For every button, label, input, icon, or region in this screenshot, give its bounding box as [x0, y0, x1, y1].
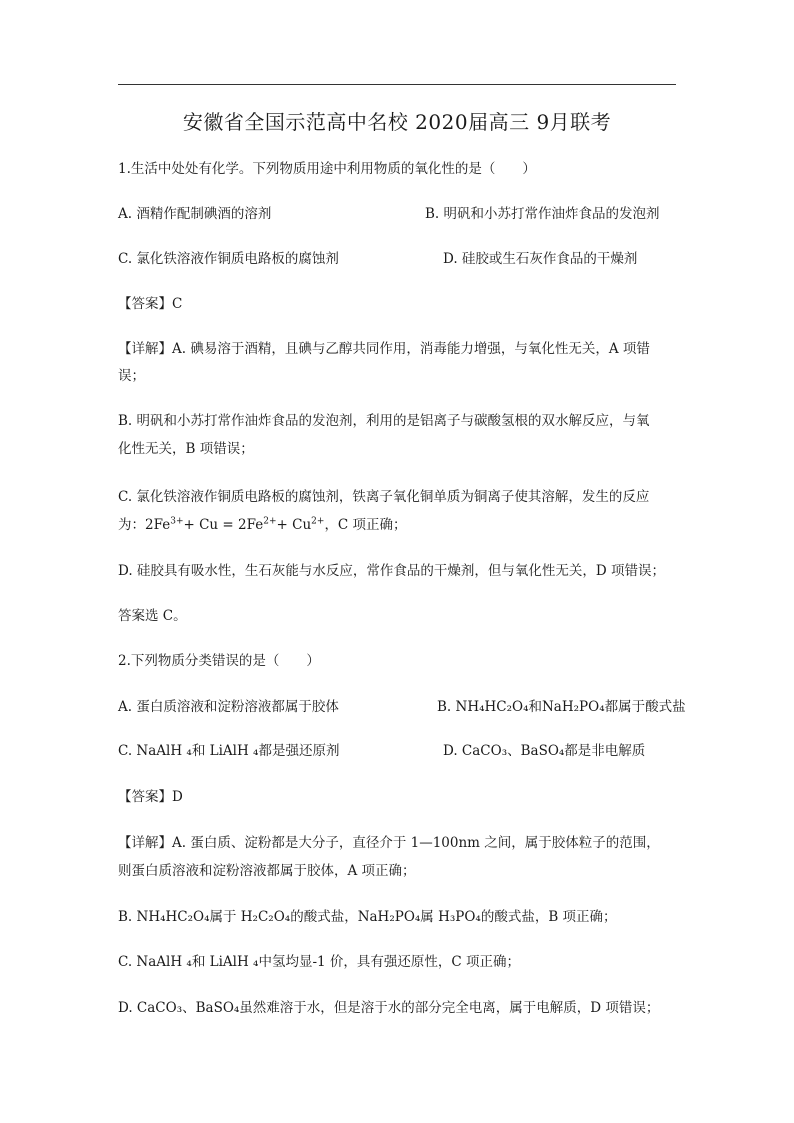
q1-detail-d: D. 硅胶具有吸水性，生石灰能与水反应，常作食品的干燥剂，但与氧化性无关，D 项错误；: [118, 563, 666, 579]
q1-option-a: A. 酒精作配制碘酒的溶剂: [118, 206, 272, 222]
q2-detail-b: B. NH₄HC₂O₄属于 H₂C₂O₄的酸式盐，NaH₂PO₄属 H₃PO₄的酸式盐，B 项正确；: [118, 909, 617, 925]
eq-charge-1: 3+: [170, 516, 184, 527]
q1-detail-c-equation: [118, 516, 407, 534]
q1-detail-a-line2: 误；: [118, 368, 145, 384]
q2-detail-c: C. NaAlH ₄和 LiAlH ₄中氢均显-1 价，具有强还原性，C 项正确；: [118, 954, 521, 970]
q2-detail-a-line1: 【详解】A. 蛋白质、淀粉都是大分子，直径介于 1—100nm 之间，属于胶体粒子的范围，: [118, 835, 660, 851]
q1-option-c: C. 氯化铁溶液作铜质电路板的腐蚀剂: [118, 251, 339, 267]
eq-charge-3: 2+: [311, 516, 325, 527]
header-rule: [118, 84, 676, 85]
q2-answer: 【答案】D: [118, 789, 183, 805]
q2-detail-d: D. CaCO₃、BaSO₄虽然难溶于水，但是溶于水的部分完全电离，属于电解质，D 项错误；: [118, 1000, 660, 1016]
q1-detail-c-line1: C. 氯化铁溶液作铜质电路板的腐蚀剂，铁离子氧化铜单质为铜离子使其溶解，发生的反应: [118, 489, 650, 505]
q1-detail-b-line2: 化性无关，B 项错误；: [118, 441, 254, 457]
q1-conclusion: 答案选 C。: [118, 608, 187, 624]
q2-option-c: C. NaAlH ₄和 LiAlH ₄都是强还原剂: [118, 743, 340, 759]
q2-option-d: D. CaCO₃、BaSO₄都是非电解质: [443, 743, 646, 759]
eq-charge-2: 2+: [263, 516, 277, 527]
eq-mid-1: + Cu = 2Fe: [183, 517, 264, 533]
q2-option-b: B. NH₄HC₂O₄和NaH₂PO₄都属于酸式盐: [437, 699, 686, 715]
q2-stem: 2.下列物质分类错误的是（ ）: [118, 653, 320, 669]
q1-stem: 1.生活中处处有化学。下列物质用途中利用物质的氧化性的是（ ）: [118, 161, 536, 177]
eq-prefix: 为：2Fe: [118, 517, 171, 533]
q1-detail-b-line1: B. 明矾和小苏打常作油炸食品的发泡剂，利用的是铝离子与碳酸氢根的双水解反应，与氧: [118, 413, 650, 429]
q2-detail-a-line2: 则蛋白质溶液和淀粉溶液都属于胶体，A 项正确；: [118, 863, 416, 879]
q2-option-a: A. 蛋白质溶液和淀粉溶液都属于胶体: [118, 699, 339, 715]
q1-option-b: B. 明矾和小苏打常作油炸食品的发泡剂: [425, 206, 660, 222]
q1-detail-a-line1: 【详解】A. 碘易溶于酒精，且碘与乙醇共同作用，消毒能力增强，与氧化性无关，A 项错: [118, 341, 650, 357]
page-title: 安徽省全国示范高中名校 2020届高三 9月联考: [182, 110, 612, 134]
q1-option-d: D. 硅胶或生石灰作食品的干燥剂: [443, 251, 638, 267]
eq-suffix: ，C 项正确；: [324, 517, 407, 533]
q1-answer: 【答案】C: [118, 296, 183, 312]
eq-mid-2: + Cu: [276, 517, 312, 533]
